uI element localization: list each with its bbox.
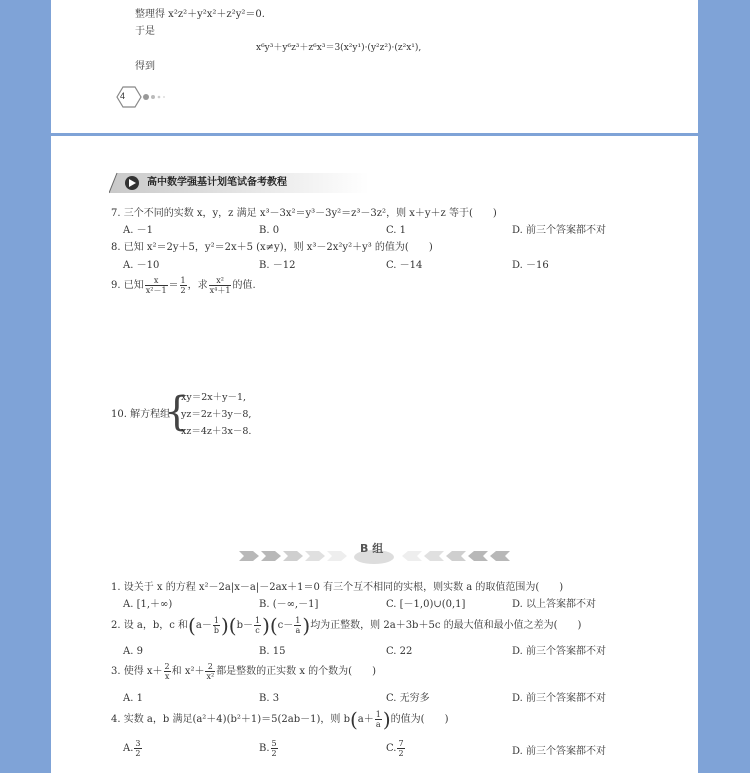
paren-icon: )( <box>220 613 237 638</box>
option-a: A. [1,＋∞) <box>123 599 173 610</box>
denominator: x <box>164 672 170 681</box>
option-c: C. 无穷多 <box>386 693 430 704</box>
numerator: 1 <box>254 616 261 625</box>
option-b: B. －12 <box>259 260 296 271</box>
option-c: C. 1 <box>386 225 407 236</box>
text-line: 得到 <box>135 61 155 72</box>
math-text: a－ <box>195 620 212 631</box>
stem-text: 和 x²＋ <box>171 666 205 677</box>
option-d: D. 前三个答案都不对 <box>512 225 607 236</box>
option-a: A. －1 <box>123 225 153 236</box>
option-b: B. 0 <box>259 225 280 236</box>
numerator: x <box>145 276 168 286</box>
numerator: 3 <box>135 739 141 748</box>
numerator: 1 <box>295 616 301 625</box>
numerator: 1 <box>180 276 186 285</box>
question-stem <box>111 707 449 732</box>
option-letter: B. <box>259 743 270 754</box>
paren-icon: )( <box>262 613 278 638</box>
option-d: D. －16 <box>512 260 549 271</box>
group-label: B 组 <box>360 542 384 555</box>
math-text: c－ <box>277 620 294 631</box>
document-page <box>51 136 698 773</box>
option-b: B. (－∞,－1] <box>259 599 319 610</box>
option-a <box>123 739 143 758</box>
header-title: 高中数学强基计划笔试备考教程 <box>147 177 287 188</box>
denominator: a <box>295 626 301 635</box>
question-stem <box>111 662 376 681</box>
brace-icon: { <box>164 389 190 435</box>
option-d: D. 以上答案都不对 <box>512 599 597 610</box>
fraction <box>164 662 171 681</box>
stem-text: 4. 实数 a，b 满足(a²＋4)(b²＋1)＝5(2ab－1)，则 b <box>111 714 350 725</box>
paren-icon: ( <box>349 707 358 732</box>
math-text: a＋ <box>357 714 374 725</box>
option-b: B. 3 <box>259 693 280 704</box>
option-c: C. [－1,0)∪(0,1] <box>386 599 466 610</box>
option-d: D. 前三个答案都不对 <box>512 646 607 657</box>
q9-equals: ＝ <box>168 280 179 291</box>
denominator: 2 <box>135 749 141 758</box>
numerator: 2 <box>205 662 215 672</box>
numerator: 2 <box>164 662 170 671</box>
fraction <box>209 276 232 295</box>
option-c: C. －14 <box>386 260 423 271</box>
q9-mid: ，求 <box>187 280 208 291</box>
denominator: x² <box>206 672 215 681</box>
denominator: b <box>213 626 219 635</box>
denominator: c <box>255 626 260 635</box>
question-stem: 8. 已知 x²＝2y＋5，y²＝2x＋5 (x≠y)，则 x³－2x²y²＋y³ 的值为( ) <box>111 242 433 253</box>
fraction <box>271 739 278 758</box>
denominator: 2 <box>271 749 277 758</box>
q9-prefix: 9. 已知 <box>111 280 144 291</box>
denominator: 2 <box>398 749 404 758</box>
numerator: 5 <box>271 739 277 748</box>
fraction <box>145 276 168 295</box>
previous-page-fragment <box>51 0 698 133</box>
page-number: 4 <box>120 91 126 101</box>
q10-prefix: 10. 解方程组 <box>111 409 171 420</box>
q9-suffix: 的值. <box>232 280 256 291</box>
paren-icon: ( <box>188 613 196 638</box>
paren-icon: ) <box>382 707 391 732</box>
stem-text: 的值为( ) <box>390 714 449 725</box>
question-9 <box>111 276 256 295</box>
option-a: A. 9 <box>123 646 143 657</box>
text-line: 于是 <box>135 26 155 37</box>
text-line: 整理得 x²z²＋y²x²＋z²y²＝0. <box>135 9 265 20</box>
question-stem: 7. 三个不同的实数 x，y，z 满足 x³－3x²＝y³－3y²＝z³－3z²，则 x＋y＋z 等于( ) <box>111 208 497 219</box>
stem-text: 3. 使得 x＋ <box>111 666 163 677</box>
option-b <box>259 739 279 758</box>
denominator: x⁴＋1 <box>209 286 231 295</box>
option-a: A. 1 <box>123 693 143 704</box>
fraction <box>254 616 261 635</box>
equation-line: yz＝2z＋3y－8, <box>181 409 252 420</box>
option-d: D. 前三个答案都不对 <box>512 746 607 757</box>
equation-line: xz＝4z＋3x－8. <box>181 426 252 437</box>
option-c <box>386 739 406 758</box>
equation: x⁶y³＋y⁶z³＋z⁶x³＝3(x²y¹)·(y²z²)·(z²x¹), <box>256 43 422 53</box>
stem-text: 2. 设 a，b，c 和 <box>111 620 189 631</box>
fraction <box>294 616 301 635</box>
denominator: x²－1 <box>145 286 167 295</box>
paren-icon: ) <box>302 613 311 638</box>
fraction <box>397 739 404 758</box>
numerator: 1 <box>375 710 381 719</box>
question-stem: 1. 设关于 x 的方程 x²－2a|x－a|－2ax＋1＝0 有三个互不相同的实根，则实数 a 的取值范围为( ) <box>111 582 564 593</box>
stem-text: 都是整数的正实数 x 的个数为( ) <box>216 666 376 677</box>
numerator: x² <box>209 276 232 286</box>
stem-text: 均为正整数，则 2a＋3b＋5c 的最大值和最小值之差为( ) <box>310 620 582 631</box>
equation-line: xy＝2x＋y－1, <box>181 392 247 403</box>
option-b: B. 15 <box>259 646 286 657</box>
fraction <box>180 276 187 295</box>
denominator: 2 <box>180 286 186 295</box>
question-stem <box>111 613 582 638</box>
option-letter: C. <box>386 743 397 754</box>
option-letter: A. <box>123 743 134 754</box>
fraction <box>134 739 141 758</box>
fraction <box>375 710 382 729</box>
math-text: b－ <box>236 620 253 631</box>
fraction <box>213 616 220 635</box>
option-c: C. 22 <box>386 646 413 657</box>
option-d: D. 前三个答案都不对 <box>512 693 607 704</box>
option-a: A. －10 <box>123 260 160 271</box>
fraction <box>205 662 215 681</box>
numerator: 7 <box>398 739 404 748</box>
denominator: a <box>375 720 381 729</box>
numerator: 1 <box>213 616 219 625</box>
